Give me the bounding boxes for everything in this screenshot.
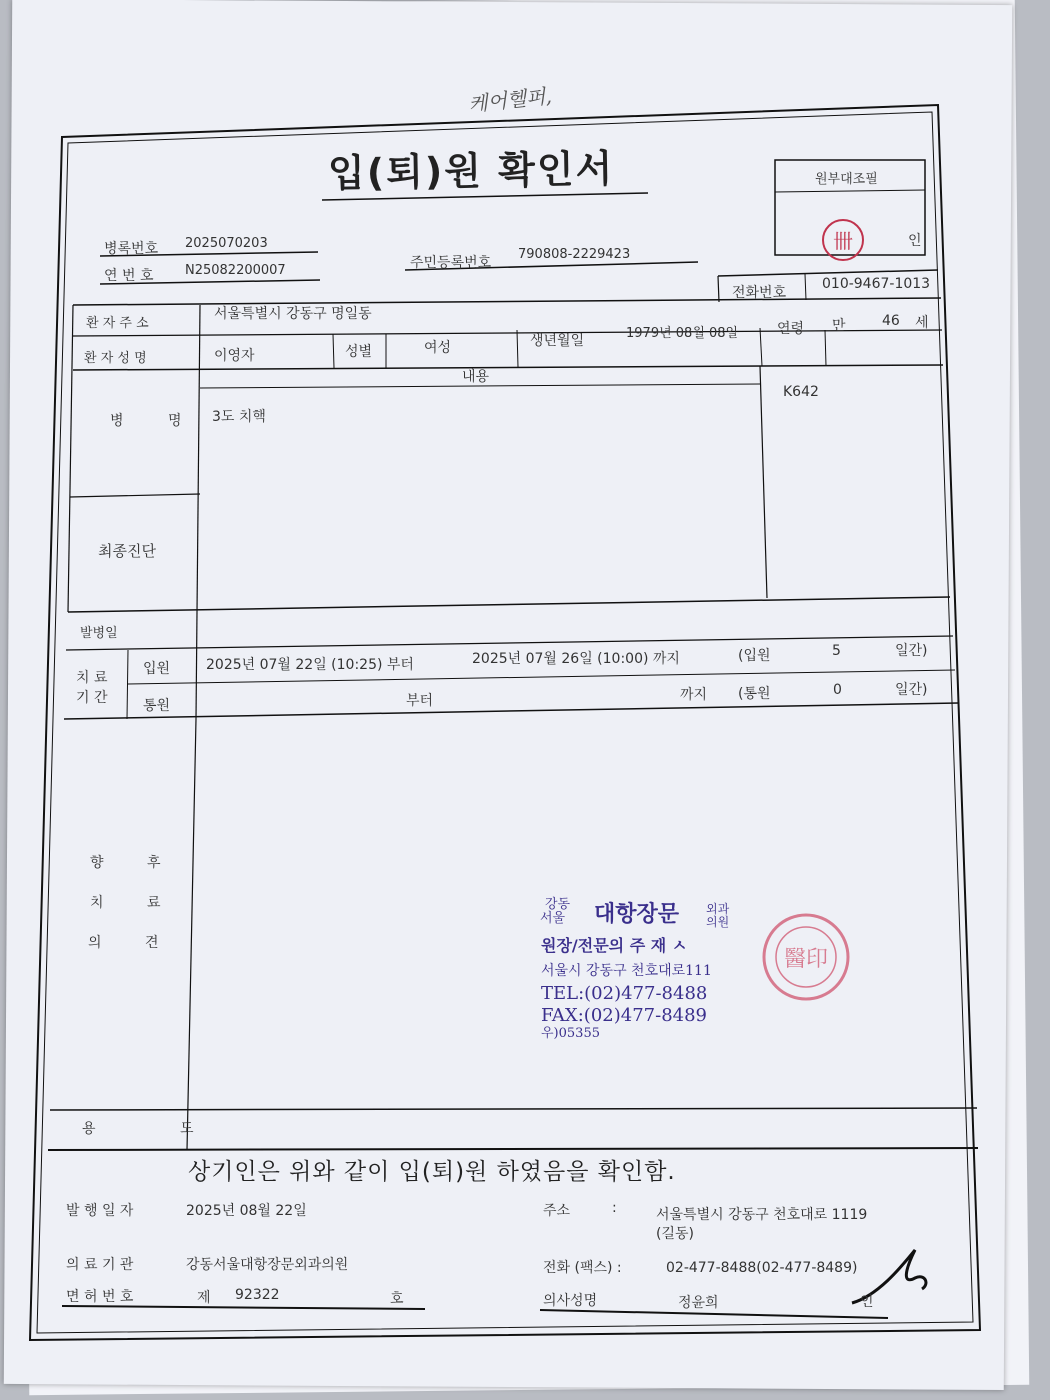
- disease-value: 3도 치핵: [212, 409, 266, 425]
- sex-value: 여성: [424, 340, 452, 356]
- content-header: 내용: [462, 369, 490, 385]
- onset-label: 발병일: [80, 626, 118, 641]
- age-label: 연령: [777, 321, 805, 337]
- confirm-sentence: 상기인은 위와 같이 입(퇴)원 하였음을 확인함.: [188, 1159, 676, 1185]
- stamp-small-2: 서울: [540, 911, 566, 926]
- clinic-address-colon: :: [612, 1200, 617, 1216]
- license-value: 92322: [235, 1287, 280, 1303]
- handwritten-note: 케어헬퍼,: [467, 83, 553, 117]
- outpatient-to: 까지: [680, 687, 708, 703]
- license-prefix: 제: [197, 1290, 211, 1306]
- rrn-value: 790808-2229423: [518, 247, 631, 262]
- clinic-tel-value: 02-477-8488(02-477-8489): [666, 1260, 858, 1276]
- treatment-period-label-1: 치 료: [76, 670, 108, 686]
- opinion-label-2: 후: [147, 855, 161, 871]
- opinion-label-4: 료: [147, 895, 161, 911]
- license-label: 면 허 번 호: [66, 1289, 134, 1305]
- stamp-address: 서울시 강동구 천호대로111: [541, 963, 712, 979]
- inpatient-days-suffix: 일간): [895, 643, 928, 659]
- inpatient-days: 5: [832, 643, 841, 659]
- medical-org-label: 의 료 기 관: [66, 1257, 134, 1273]
- stamp-clinic-tail: 외과 의원: [706, 902, 730, 929]
- dob-value: 1979년 08월 08일: [626, 326, 739, 341]
- opinion-label-5: 의: [88, 935, 102, 951]
- approval-header: 원부대조필: [815, 172, 878, 187]
- inpatient-label: 입원: [143, 661, 171, 677]
- phone-value: 010-9467-1013: [822, 276, 931, 292]
- phone-label: 전화번호: [732, 285, 787, 301]
- issue-date-label: 발 행 일 자: [66, 1203, 134, 1219]
- age-value: 46: [882, 313, 900, 329]
- final-diagnosis-label: 최종진단: [98, 542, 156, 560]
- stamp-postcode: 우)05355: [541, 1026, 600, 1041]
- clinic-tel-label: 전화 (팩스) :: [543, 1260, 622, 1276]
- clinic-address-label: 주소: [543, 1203, 571, 1219]
- reg-number-value: 2025070203: [185, 236, 268, 251]
- inpatient-to: 2025년 07월 26일 (10:00) 까지: [472, 651, 680, 667]
- stamp-tel: TEL:(02)477-8488: [541, 983, 708, 1004]
- serial-number-value: N25082200007: [185, 263, 286, 278]
- opinion-label-3: 치: [90, 895, 104, 911]
- clinic-address-value: 서울특별시 강동구 천호대로 1119: [656, 1207, 868, 1223]
- doctor-sign-suffix: 인: [860, 1294, 874, 1310]
- age-prefix: 만: [832, 318, 846, 334]
- outpatient-days: 0: [833, 682, 842, 698]
- age-suffix: 세: [915, 315, 929, 331]
- outpatient-days-prefix: (통원: [738, 686, 771, 702]
- treatment-period-label-2: 기 간: [76, 690, 108, 706]
- stamp-director: 원장/전문의 주 재 ㅅ: [541, 936, 688, 955]
- license-suffix: 호: [390, 1291, 404, 1307]
- stamp-small-1: 강동: [545, 897, 571, 912]
- stamp-fax: FAX:(02)477-8489: [541, 1005, 707, 1026]
- medical-org-value: 강동서울대항장문외과의원: [186, 1257, 349, 1273]
- svg-text:卌: 卌: [833, 229, 853, 253]
- outpatient-label: 통원: [143, 698, 171, 714]
- page-title: 입(퇴)원 확인서: [327, 146, 615, 196]
- issue-date-value: 2025년 08월 22일: [186, 1203, 307, 1219]
- inpatient-from: 2025년 07월 22일 (10:25) 부터: [206, 657, 414, 673]
- outpatient-from: 부터: [406, 693, 434, 709]
- opinion-label-1: 향: [90, 855, 104, 871]
- dob-label: 생년월일: [530, 333, 585, 349]
- approval-seal: [823, 220, 863, 260]
- doctor-label: 의사성명: [543, 1293, 598, 1309]
- sex-label: 성별: [345, 344, 373, 360]
- clinic-address-value-2: (길동): [656, 1226, 694, 1242]
- serial-number-label: 연 번 호: [104, 268, 154, 284]
- reg-number-label: 병록번호: [104, 241, 159, 257]
- name-label: 환 자 성 명: [84, 351, 147, 366]
- inpatient-days-prefix: (입원: [738, 648, 771, 664]
- outpatient-days-suffix: 일간): [895, 682, 928, 698]
- name-value: 이영자: [214, 348, 255, 364]
- clinic-seal: [764, 915, 848, 999]
- address-label: 환 자 주 소: [86, 316, 149, 331]
- svg-text:醫印: 醫印: [783, 947, 829, 972]
- rrn-label: 주민등록번호: [410, 255, 492, 271]
- disease-label: 병 명: [110, 413, 202, 429]
- disease-code: K642: [783, 384, 819, 400]
- usage-label: 용 도: [82, 1121, 234, 1137]
- opinion-label-6: 견: [145, 935, 159, 951]
- stamp-clinic-name: 대항장문: [594, 901, 680, 927]
- approval-sign-suffix: 인: [908, 233, 922, 249]
- doctor-name: 정윤희: [678, 1295, 719, 1311]
- address-value: 서울특별시 강동구 명일동: [214, 306, 372, 322]
